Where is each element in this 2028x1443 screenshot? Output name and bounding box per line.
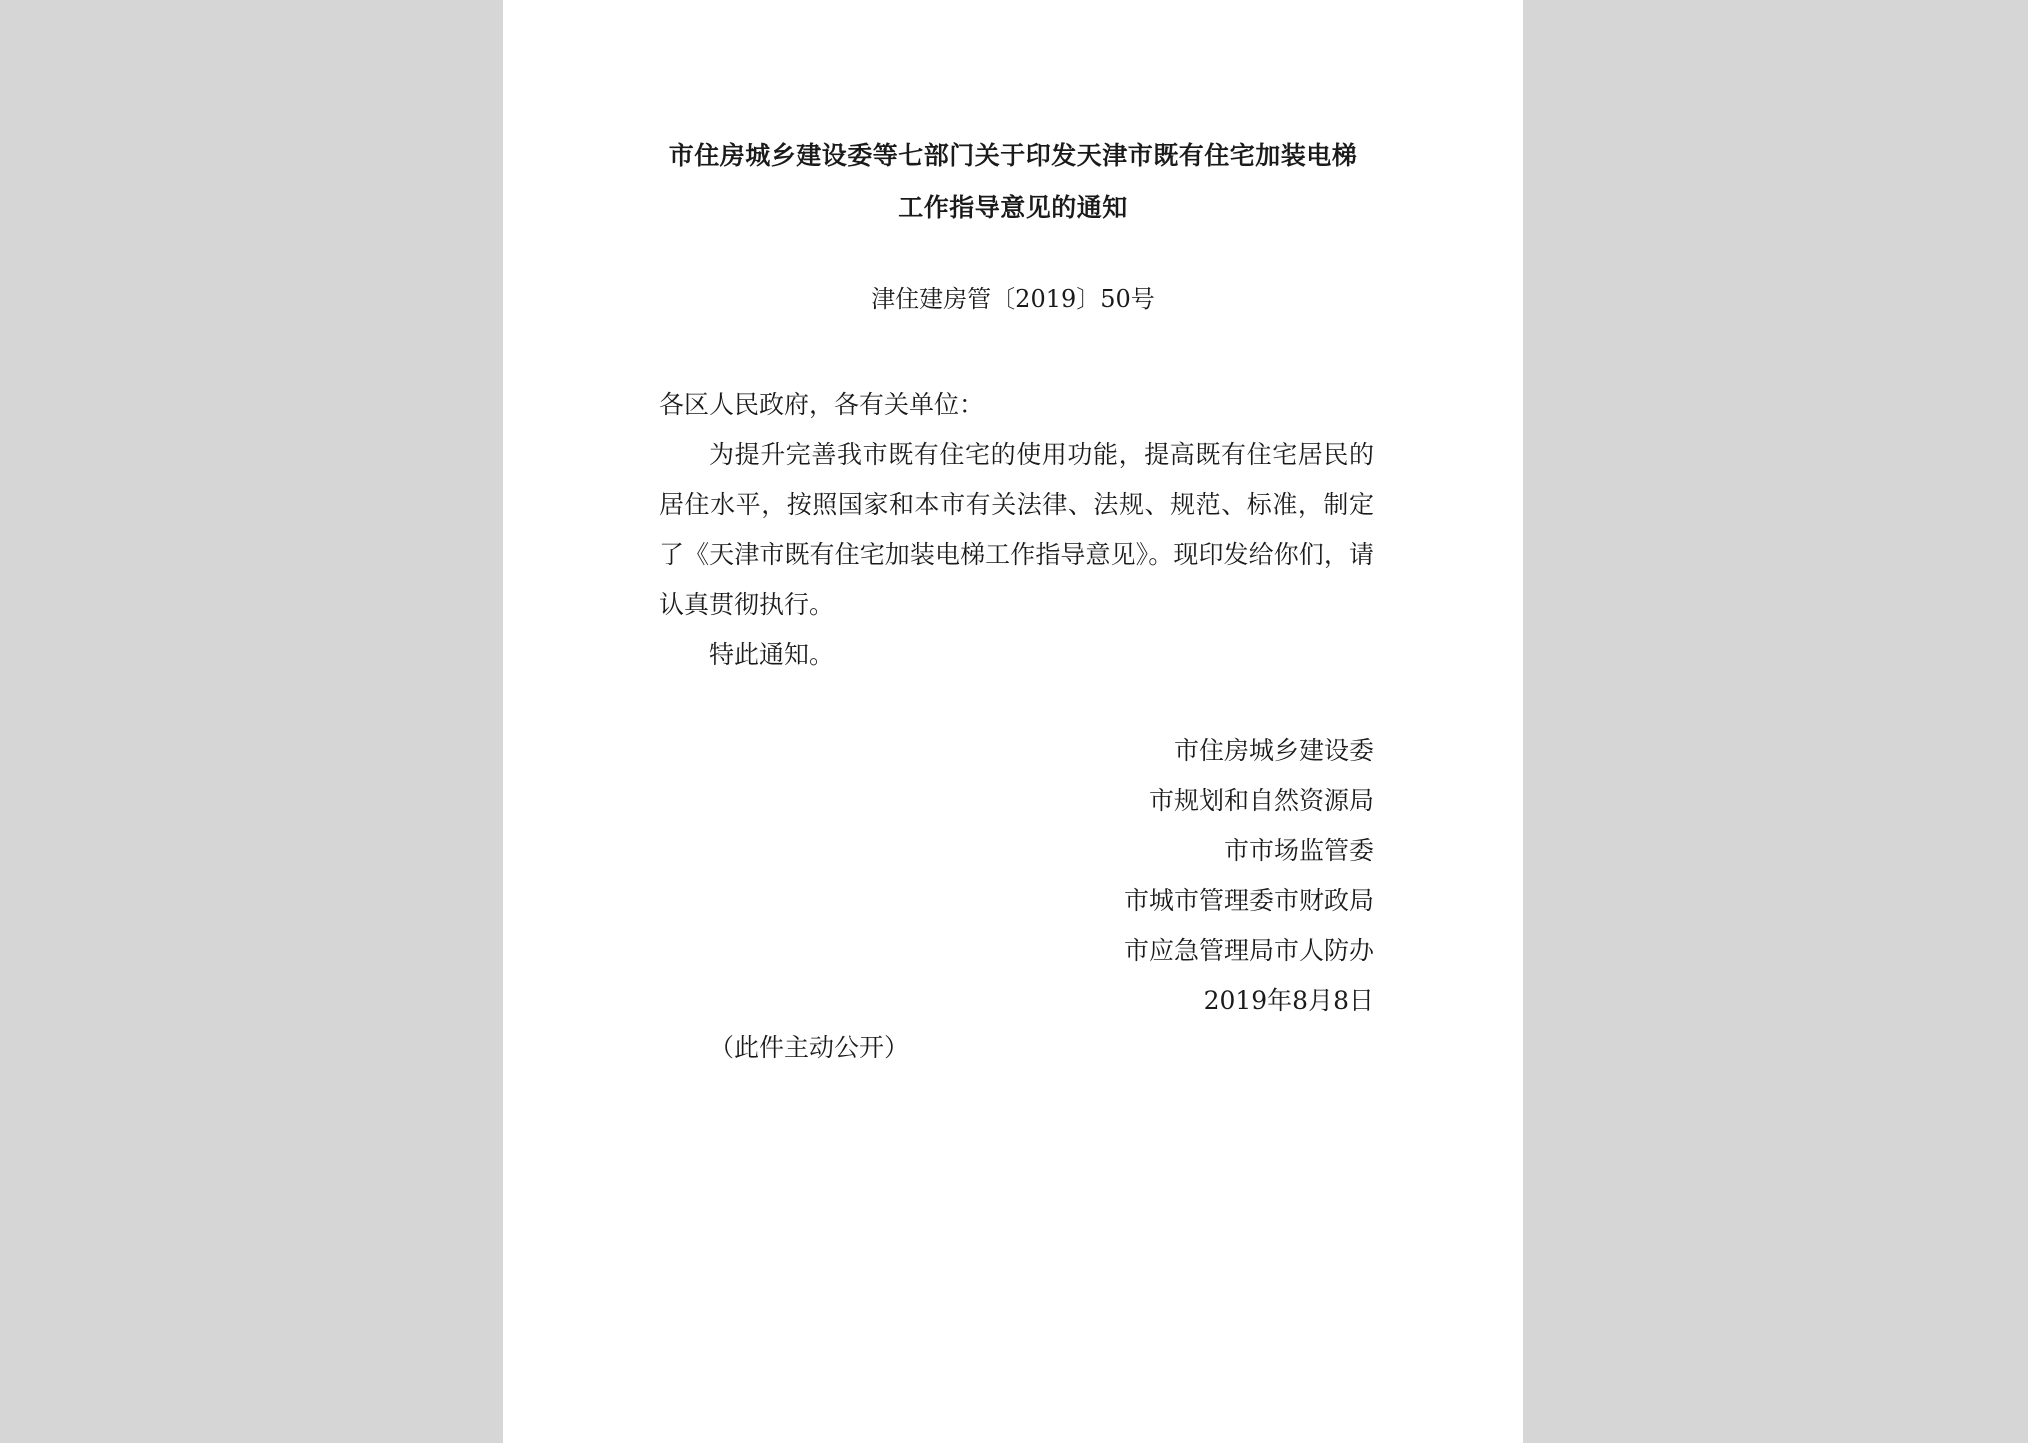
signer: 市规划和自然资源局 [1148, 786, 1374, 815]
document-number: 津住建房管〔2019〕50号 [871, 285, 1155, 313]
signer: 市应急管理局市人防办 [1123, 936, 1374, 965]
signer: 市住房城乡建设委 [1173, 736, 1374, 765]
signer: 市市场监管委 [1223, 836, 1374, 865]
title-line-1: 市住房城乡建设委等七部门关于印发天津市既有住宅加装电梯 [668, 141, 1358, 170]
signers-block [659, 726, 1374, 1026]
public-disclosure-note: （此件主动公开） [709, 1033, 910, 1062]
closing-line: 特此通知。 [709, 640, 835, 669]
signer: 市城市管理委市财政局 [1123, 886, 1374, 915]
title-line-2: 工作指导意见的通知 [898, 193, 1128, 222]
issue-date: 2019年8月8日 [1203, 986, 1374, 1015]
document-body [659, 380, 1374, 680]
salutation: 各区人民政府，各有关单位： [659, 390, 985, 419]
document-title [503, 130, 1523, 234]
document-page [503, 0, 1523, 1443]
body-paragraph: 为提升完善我市既有住宅的使用功能，提高既有住宅居民的居住水平，按照国家和本市有关法律、法规、规范、标准，制定了《天津市既有住宅加装电梯工作指导意见》。现印发给你们，请认真贯彻执行。 [659, 440, 1374, 619]
